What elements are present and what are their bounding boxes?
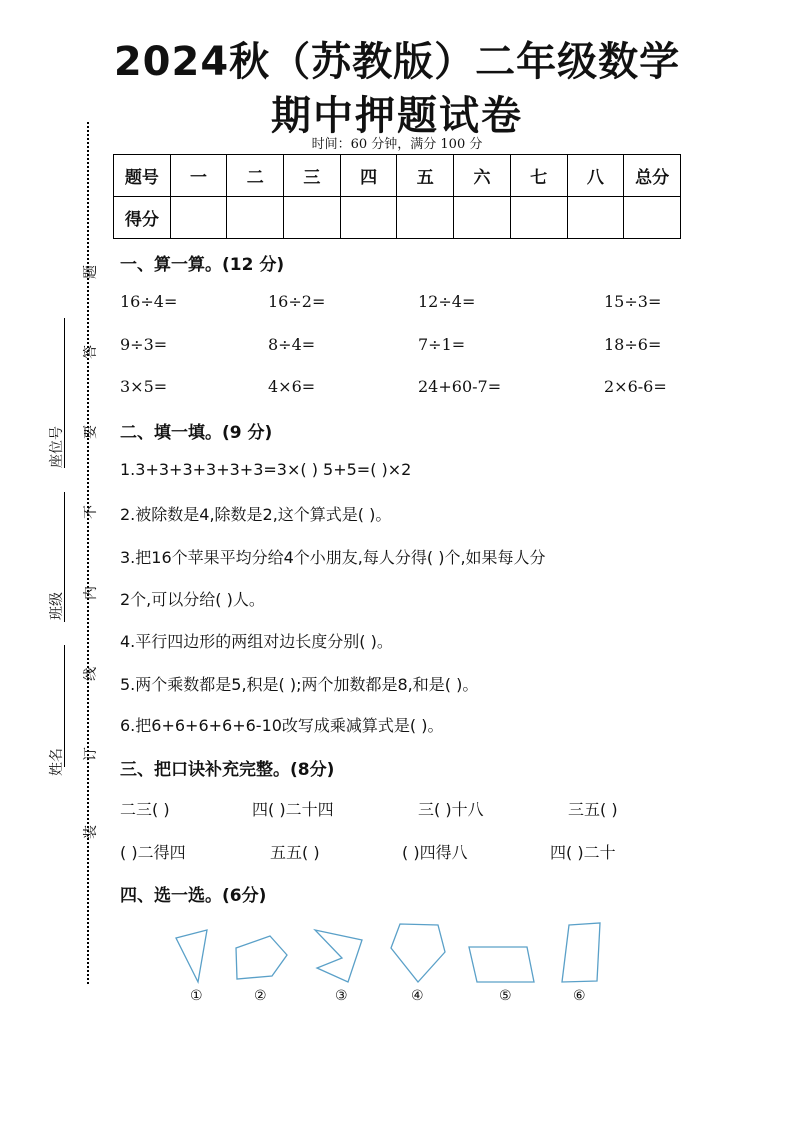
shape-label: ① [190,988,203,1004]
rhyme-item: 四( )二十四 [252,800,334,819]
binding-dotted-line [87,122,89,984]
seat-number-label: 座位号 [49,426,65,468]
calc-item: 8÷4= [268,335,316,354]
shape-4[interactable] [391,924,445,982]
shape-label: ⑥ [573,988,586,1004]
shape-label: ⑤ [499,988,512,1004]
rhyme-item: 五五( ) [270,843,320,862]
score-cell[interactable] [170,197,227,239]
shape-6[interactable] [562,923,600,982]
score-cell[interactable] [340,197,397,239]
score-table [113,154,681,239]
binding-char: 答 [83,345,99,359]
score-cell[interactable] [227,197,284,239]
calc-item: 12÷4= [418,292,476,311]
binding-char: 不 [83,505,99,519]
shape-1[interactable] [176,930,207,982]
calc-item: 3×5= [120,377,168,396]
fill-item: 5.两个乘数都是5,积是( );两个加数都是8,和是( )。 [120,675,479,694]
shape-label: ④ [411,988,424,1004]
score-header-cell: 二 [227,155,284,197]
binding-char: 订 [83,747,99,761]
score-header-cell: 八 [567,155,624,197]
score-header-cell: 三 [284,155,341,197]
rhyme-item: 三( )十八 [418,800,484,819]
title-line-1: 2024秋（苏教版）二年级数学 [113,39,681,85]
binding-char: 题 [83,265,99,279]
fill-item: 4.平行四边形的两组对边长度分别( )。 [120,632,393,651]
fill-item: 3.把16个苹果平均分给4个小朋友,每人分得( )个,如果每人分 [120,548,546,567]
fill-item: 2个,可以分给( )人。 [120,590,265,609]
calc-item: 16÷2= [268,292,326,311]
section-2-title: 二、填一填。(9 分) [120,423,273,443]
fill-item: 2.被除数是4,除数是2,这个算式是( )。 [120,505,392,524]
rhyme-item: 三五( ) [568,800,618,819]
calc-item: 24+60-7= [418,377,502,396]
fill-item: 6.把6+6+6+6+6-10改写成乘减算式是( )。 [120,716,444,735]
title-line-2: 期中押题试卷 [271,93,523,139]
rhyme-item: ( )四得八 [402,843,468,862]
score-cell[interactable] [567,197,624,239]
calc-item: 9÷3= [120,335,168,354]
score-cell[interactable] [397,197,454,239]
exam-subtitle: 时间：60 分钟，满分 100 分 [311,137,483,152]
calc-item: 15÷3= [604,292,662,311]
rhyme-item: 二三( ) [120,800,170,819]
score-cell[interactable] [510,197,567,239]
binding-char: 要 [83,425,99,439]
score-header-cell: 四 [340,155,397,197]
section-4-title: 四、选一选。(6分) [120,886,267,906]
score-cell[interactable] [284,197,341,239]
rhyme-item: 四( )二十 [550,843,616,862]
score-header-cell: 五 [397,155,454,197]
score-header-cell: 一 [170,155,227,197]
score-header-cell: 六 [454,155,511,197]
section-3-title: 三、把口诀补充完整。(8分) [120,760,335,780]
section-1-title: 一、算一算。(12 分) [120,255,285,275]
score-row-label: 得分 [114,197,171,239]
shape-label: ③ [335,988,348,1004]
binding-char: 装 [83,825,99,839]
shape-label: ② [254,988,267,1004]
shape-3[interactable] [315,930,362,982]
calc-item: 18÷6= [604,335,662,354]
rhyme-item: ( )二得四 [120,843,186,862]
fill-item: 1.3+3+3+3+3+3=3×( ) 5+5=( )×2 [120,460,412,479]
calc-item: 7÷1= [418,335,466,354]
shape-2[interactable] [236,936,287,979]
score-header-cell: 题号 [114,155,171,197]
score-table-row [114,197,681,239]
calc-item: 2×6-6= [604,377,667,396]
calc-item: 4×6= [268,377,316,396]
score-header-cell: 总分 [624,155,681,197]
shapes-figure [0,918,794,1008]
shape-group [176,923,600,982]
binding-char: 线 [83,667,99,681]
binding-char: 内 [83,586,99,600]
class-label: 班级 [49,592,65,620]
score-table-header-row [114,155,681,197]
calc-item: 16÷4= [120,292,178,311]
score-cell[interactable] [454,197,511,239]
name-label: 姓名 [49,748,65,776]
shape-5[interactable] [469,947,534,982]
score-cell[interactable] [624,197,681,239]
score-header-cell: 七 [510,155,567,197]
